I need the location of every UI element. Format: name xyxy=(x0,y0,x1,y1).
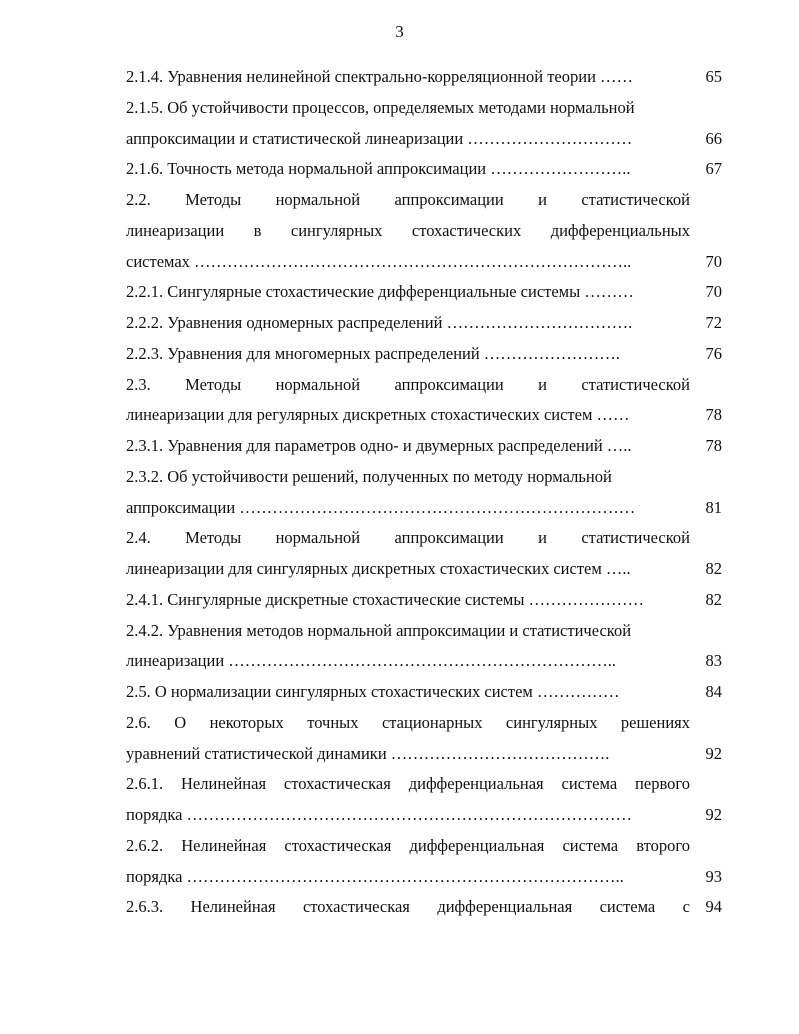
toc-entry-text: 2.3.2. Об устойчивости решений, полученных по методу нормальной xyxy=(126,466,612,486)
toc-entry-line xyxy=(126,616,722,647)
toc-entry-text: 2.5. О нормализации сингулярных стохастических систем …………… xyxy=(126,682,620,701)
toc-entry-line xyxy=(126,800,722,831)
toc-entry-line xyxy=(126,247,722,278)
toc-entry-line xyxy=(126,277,722,308)
toc-entry-text: уравнений статистической динамики …………………………………. xyxy=(126,743,610,763)
toc-entry-line xyxy=(126,370,722,401)
toc-entry-text: системах …………………………………………………………………….. xyxy=(126,251,632,271)
toc-entry-text: 2.1.6. Точность метода нормальной аппроксимации …………………….. xyxy=(126,159,631,179)
toc-entry-line xyxy=(126,554,722,585)
toc-entry-line xyxy=(126,339,722,370)
toc-page-number: 94 xyxy=(705,897,722,917)
toc-entry-line xyxy=(126,708,722,739)
toc-entry-line xyxy=(126,862,722,893)
toc-entry-line xyxy=(126,892,722,923)
toc-entry-text: 2.2.1. Сингулярные стохастические дифференциальные системы ……… xyxy=(126,282,634,302)
toc-entry-line xyxy=(126,216,722,247)
toc-page-number: 82 xyxy=(705,589,722,609)
toc-page-number: 93 xyxy=(705,866,722,886)
toc-entry-line xyxy=(126,93,722,124)
toc-page-number: 83 xyxy=(705,651,722,671)
toc-entry-line xyxy=(126,431,722,462)
toc-page-number: 78 xyxy=(705,436,722,455)
toc-entry-line xyxy=(126,585,722,616)
toc-entry-text: 2.4. Методы нормальной аппроксимации и статистической xyxy=(126,528,690,548)
toc-entry-line xyxy=(126,739,722,770)
toc-entry-line xyxy=(126,769,722,800)
toc-entry-line xyxy=(126,646,722,677)
toc-entry-text: линеаризации для сингулярных дискретных стохастических систем ….. xyxy=(126,559,631,578)
page-number: 3 xyxy=(395,22,404,41)
toc-entry-text: 2.2.3. Уравнения для многомерных распределений ……………………. xyxy=(126,343,620,363)
toc-entry-line xyxy=(126,62,722,93)
toc-entry-text: 2.3.1. Уравнения для параметров одно- и двумерных распределений ….. xyxy=(126,436,632,455)
toc-entry-line xyxy=(126,154,722,185)
toc-page-number: 84 xyxy=(705,682,722,701)
toc-entry-line xyxy=(126,831,722,862)
toc-entry-text: 2.3. Методы нормальной аппроксимации и статистической xyxy=(126,374,690,394)
toc-entry-text: аппроксимации и статистической линеаризации ………………………… xyxy=(126,128,633,148)
toc-entry-text: аппроксимации ……………………………………………………………… xyxy=(126,497,636,517)
toc-entry-text: 2.4.1. Сингулярные дискретные стохастические системы ………………… xyxy=(126,589,645,609)
toc-entry-line xyxy=(126,185,722,216)
toc-entry-text: линеаризации …………………………………………………………….. xyxy=(126,651,617,671)
toc-entry-line xyxy=(126,523,722,554)
toc-entry-text: 2.6.1. Нелинейная стохастическая дифференциальная система первого xyxy=(126,774,690,794)
toc-entry-line xyxy=(126,462,722,493)
toc-entry-text: линеаризации в сингулярных стохастических дифференциальных xyxy=(126,220,690,240)
toc-page-number: 67 xyxy=(705,159,722,179)
toc-page-number: 92 xyxy=(705,805,722,824)
toc-entry-line xyxy=(126,677,722,708)
toc-entry-text: 2.6.2. Нелинейная стохастическая дифференциальная система второго xyxy=(126,835,690,855)
toc-page-number: 81 xyxy=(705,497,722,517)
toc-entry-text: 2.2.2. Уравнения одномерных распределений ……………………………. xyxy=(126,313,633,332)
toc-entry-line xyxy=(126,493,722,524)
toc-page-number: 78 xyxy=(705,405,722,425)
toc-page-number: 76 xyxy=(705,343,722,363)
toc-page-number: 72 xyxy=(705,313,722,332)
toc-entry-text: 2.2. Методы нормальной аппроксимации и статистической xyxy=(126,190,690,209)
toc-entry-line xyxy=(126,400,722,431)
toc-page-number: 82 xyxy=(705,559,722,578)
toc-page-number: 65 xyxy=(705,67,722,86)
toc-page-number: 66 xyxy=(705,128,722,148)
toc-entry-text: 2.1.5. Об устойчивости процессов, определяемых методами нормальной xyxy=(126,97,635,117)
toc-entry-text: 2.1.4. Уравнения нелинейной спектрально-корреляционной теории …… xyxy=(126,67,634,86)
toc-entry-line xyxy=(126,308,722,339)
toc-page-number: 92 xyxy=(705,743,722,763)
toc-entry-text: 2.4.2. Уравнения методов нормальной аппроксимации и статистической xyxy=(126,620,632,640)
toc-entry-text: 2.6. О некоторых точных стационарных сингулярных решениях xyxy=(126,712,690,732)
table-of-contents xyxy=(126,62,722,923)
toc-page-number: 70 xyxy=(705,251,722,271)
toc-entry-text: линеаризации для регулярных дискретных стохастических систем …… xyxy=(126,405,630,425)
toc-entry-line xyxy=(126,124,722,155)
toc-entry-text: 2.6.3. Нелинейная стохастическая дифференциальная система с xyxy=(126,897,690,917)
toc-entry-text: порядка ……………………………………………………………………… xyxy=(126,805,633,824)
toc-entry-text: порядка …………………………………………………………………….. xyxy=(126,866,624,886)
toc-page-number: 70 xyxy=(705,282,722,302)
